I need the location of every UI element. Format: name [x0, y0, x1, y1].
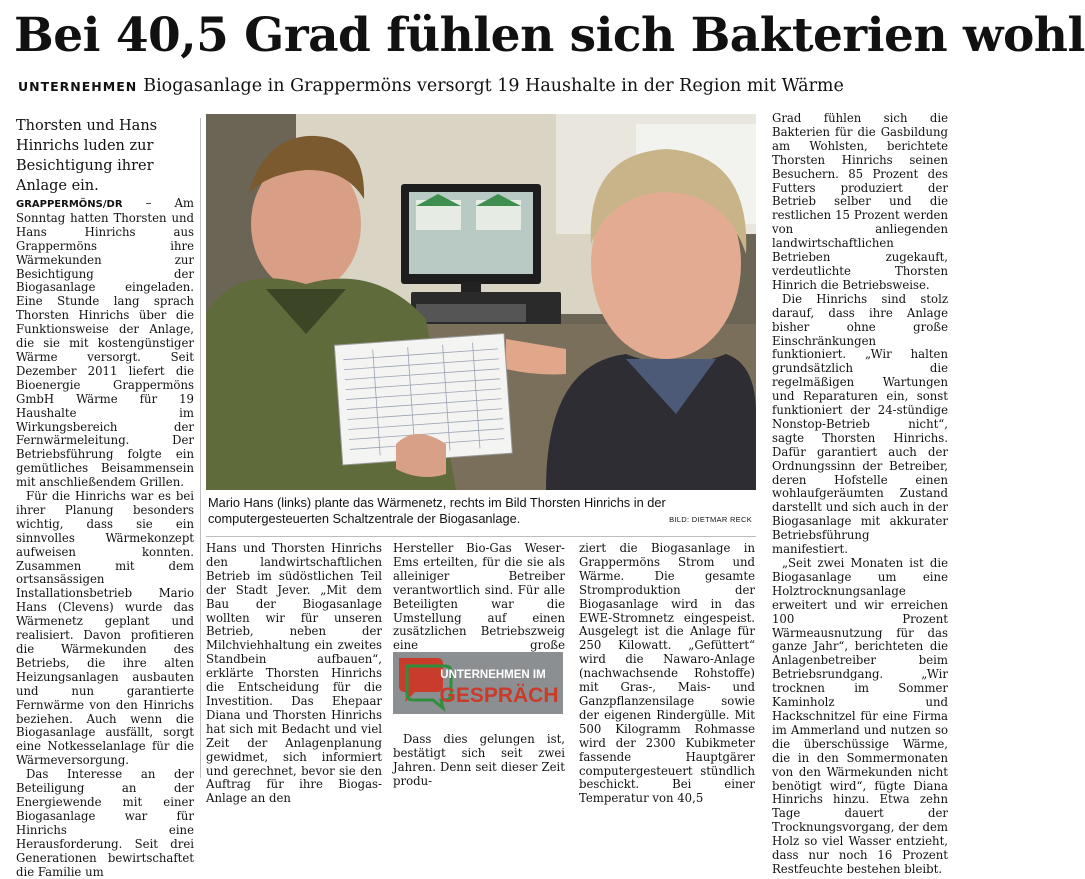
caption-rule [206, 536, 756, 537]
photo-credit: BILD: DIETMAR RECK [669, 515, 752, 524]
paragraph: Die Hinrichs sind stolz darauf, dass ihre Anlage bisher ohne große Einschränkungen funktioniert. „Wir halten grundsätzlich die regelmäßigen Wartungen und Reparaturen ein, sonst funktioniert der 24-stündige Nonstop-Betrieb nicht“, sagte Thorsten Hinrichs. Dafür garantiert auch der Ordnungssinn der Betreiber, deren Hofstelle einen wohlaufgeräumten Zustand darstellt und sich auch in der Biogasanlage mit akkurater Betriebsführung manifestiert. [772, 291, 948, 557]
paragraph: Das Interesse an der Beteiligung an der Energiewende mit einer Biogasanlage war für Hinrichs eine Herausforderung. Seit drei Generationen bewirtschaftet die Familie um [16, 767, 194, 879]
column-rule [200, 118, 201, 778]
paragraph: Hans und Thorsten Hinrichs den landwirtschaftlichen Betrieb im südöstlichen Teil der Stadt Jever. „Mit dem Bau der Biogasanlage wollten wir für unseren Betrieb, neben der Milchviehhaltung ein zweites Standbein aufbauen“, erklärte Thorsten Hinrichs die Entscheidung für die Investition. Das Ehepaar Diana und Thorsten Hinrichs hat sich mit Bedacht und viel Zeit der Anlagenplanung gewidmet, sich informiert und gerechnet, bevor sie den Auftrag für ihre Biogas-Anlage an den [206, 541, 382, 806]
article-column-3 [393, 542, 565, 667]
subheadline-text: Biogasanlage in Grappermöns versorgt 19 Haushalte in der Region mit Wärme [143, 76, 844, 96]
article-column-1 [16, 197, 194, 879]
paragraph: Dass dies gelungen ist, bestätigt sich seit zwei Jahren. Denn seit dieser Zeit produ- [393, 732, 565, 788]
article-column-3-continued [393, 733, 565, 789]
speech-bubbles-logo [393, 652, 563, 714]
paragraph-text: – Am Sonntag hatten Thorsten und Hans Hinrichs aus Grappermöns ihre Wärmekunden zur Besichtigung der Biogasanlage eingeladen. Eine Stunde lang sprach Thorsten Hinrichs über die Funktionsweise der Anlage, die sie mit kostengünstiger Wärme versorgt. Seit Dezember 2011 liefert die Bioenergie Grappermöns GmbH Wärme für 19 Haushalte im Wirkungsbereich der Fernwärmeleitung. Der Betriebsführung folgte ein gemütliches Beisammensein mit anschließendem Grillen. [16, 196, 194, 490]
article-column-2 [206, 542, 382, 806]
teaser: Thorsten und Hans Hinrichs luden zur Besichtigung ihrer Anlage ein. [16, 118, 158, 194]
paragraph: „Seit zwei Monaten ist die Biogasanlage um eine Holztrocknungsanlage erweitert und wir erreichen 100 Prozent Wärmeausnutzung für das ganze Jahr“, berichteten die Anlagenbetreiber beim Betriebsrundgang. „Wir trocknen im Sommer Kaminholz und Hackschnitzel für eine Firma im Ammerland und nutzen so die überschüssige Wärme, die in den Sommermonaten von den Wärmekunden nicht benötigt wird“, fügte Diana Hinrichs hinzu. Etwa zehn Tage dauert der Trocknungsvorgang, der dem Holz so viel Wasser entzieht, dass nur noch 16 Prozent Restfeuchte bestehen bleibt. [772, 556, 948, 876]
paragraph: Für die Hinrichs war es bei ihrer Planung besonders wichtig, dass sie ein sinnvolles Wärmekonzept aufweisen konnten. Zusammen mit dem ortsansässigen Installationsbetrieb Mario Hans (Clevens) wurde das Wärmenetz geplant und realisiert. Davon profitieren die Wärmekunden des Betriebs, die ihre alten Heizungsanlagen ausbauten und nun garantierte Fernwärme von den Hinrichs beziehen. Auch wenn die Biogasanlage ausfällt, sorgt eine Notkesselanlage für die Wärmeversorgung. [16, 489, 194, 768]
photo-caption [208, 495, 756, 527]
paragraph [16, 197, 194, 490]
badge-line-1: UNTERNEHMEN IM [440, 669, 546, 681]
article-photo [206, 114, 756, 490]
section-kicker: UNTERNEHMEN [18, 79, 138, 94]
paragraph: ziert die Biogasanlage in Grappermöns Strom und Wärme. Die gesamte Stromproduktion der Biogasanlage wird in das EWE-Stromnetz eingespeist. Ausgelegt ist die Anlage für 250 Kilowatt. „Gefüttert“ wird die Nawaro-Anlage (nachwachsende Rohstoffe) mit Gras-, Mais- und Ganzpflanzensilage sowie der eigenen Rindergülle. Mit 500 Kilogramm Rohmasse wird der 2300 Kubikmeter fassende Hauptgärer computergesteuert stündlich beschickt. Bei einer Temperatur von 40,5 [579, 541, 755, 806]
paragraph: Grad fühlen sich die Bakterien für die Gasbildung am Wohlsten, berichtete Thorsten Hinrichs seinen Besuchern. 85 Prozent des Futters produziert der Betrieb selber und die restlichen 15 Prozent werden von anliegenden landwirtschaftlichen Betrieben zugekauft, verdeutlichte Thorsten Hinrich die Betriebsweise. [772, 111, 948, 292]
article-column-5 [772, 112, 948, 877]
dateline: GRAPPERMÖNS/DR [16, 199, 123, 210]
headline: Bei 40,5 Grad fühlen sich Bakterien wohl [14, 8, 1085, 63]
paragraph: Hersteller Bio-Gas Weser-Ems erteilten, für die sie als alleiniger Betreiber verantwortlich sind. Für alle Beteiligten war die Umstellung auf einen zusätzlichen Betriebszweig eine große [393, 541, 565, 653]
badge-line-2: GESPRÄCH [439, 684, 559, 707]
section-badge [393, 652, 563, 714]
article-column-4 [579, 542, 755, 806]
subheadline [18, 74, 948, 99]
photo-illustration [206, 114, 756, 490]
caption-text: Mario Hans (links) plante das Wärmenetz, rechts im Bild Thorsten Hinrichs in der computergesteuerten Schaltzentrale der Biogasanlage. [208, 495, 666, 526]
